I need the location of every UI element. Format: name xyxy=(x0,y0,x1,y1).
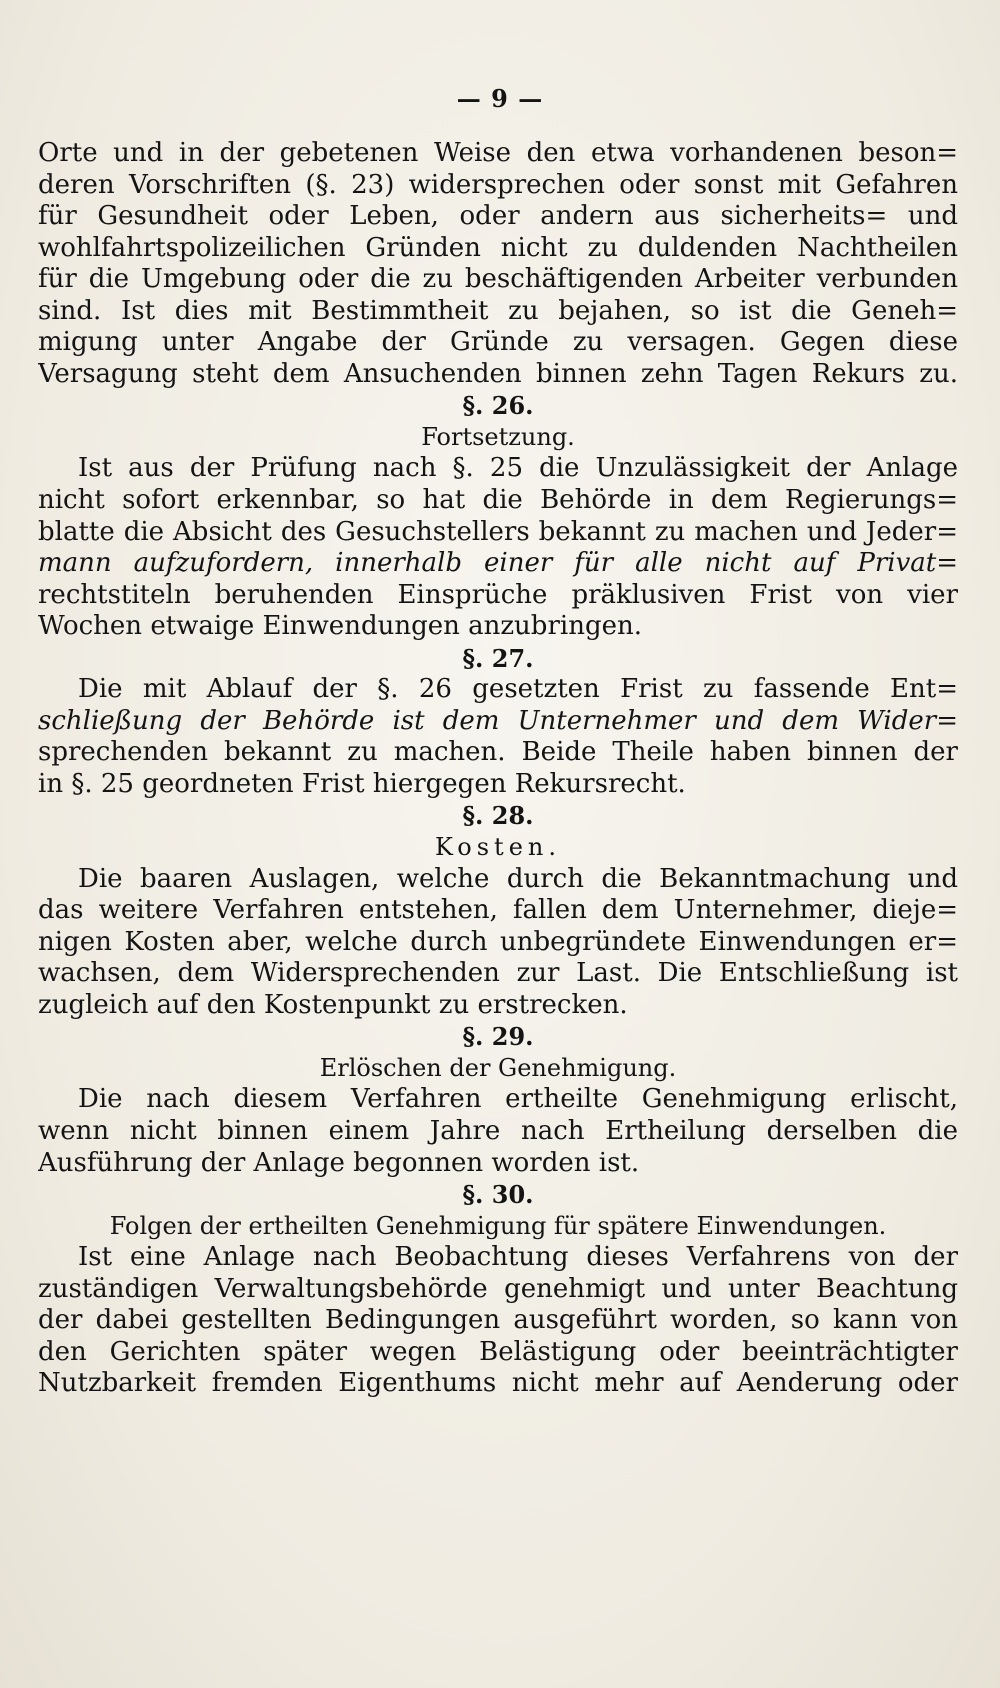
section-heading: Erlöschen der Genehmigung. xyxy=(319,1053,677,1082)
text-line: Ist aus der Prüfung nach §. 25 die Unzulässigkeit der Anlage xyxy=(78,453,958,484)
section-number: §. 28. xyxy=(462,801,534,831)
section-heading: Fortsetzung. xyxy=(421,422,575,451)
section-number: §. 26. xyxy=(462,391,534,421)
section-number: §. 29. xyxy=(462,1022,534,1052)
text-line: nicht sofort erkennbar, so hat die Behörde in dem Regierungs= xyxy=(38,485,958,516)
text-line: das weitere Verfahren entstehen, fallen dem Unternehmer, dieje= xyxy=(38,895,958,926)
page-number: — 9 — xyxy=(456,84,544,113)
text-line: deren Vorschriften (§. 23) widersprechen oder sonst mit Gefahren xyxy=(38,169,958,200)
text-line: Versagung steht dem Ansuchenden binnen zehn Tagen Rekurs zu. xyxy=(38,358,958,389)
text-line: zuständigen Verwaltungsbehörde genehmigt und unter Beachtung xyxy=(38,1273,958,1304)
text-line: Die baaren Auslagen, welche durch die Bekanntmachung und xyxy=(78,863,958,894)
text-line: mann aufzufordern, innerhalb einer für alle nicht auf Privat= xyxy=(38,548,958,579)
text-line: nigen Kosten aber, welche durch unbegründete Einwendungen er= xyxy=(38,926,958,957)
text-line: sprechenden bekannt zu machen. Beide Theile haben binnen der xyxy=(38,737,958,768)
text-line: der dabei gestellten Bedingungen ausgeführt worden, so kann von xyxy=(38,1305,958,1336)
text-line: Ist eine Anlage nach Beobachtung dieses Verfahrens von der xyxy=(78,1242,958,1273)
text-line: Nutzbarkeit fremden Eigenthums nicht mehr auf Aenderung oder xyxy=(38,1368,958,1399)
text-line: Die nach diesem Verfahren ertheilte Genehmigung erlischt, xyxy=(78,1084,958,1115)
text-line: Die mit Ablauf der §. 26 gesetzten Frist zu fassende Ent= xyxy=(78,674,958,705)
text-line: blatte die Absicht des Gesuchstellers bekannt zu machen und Jeder= xyxy=(38,516,958,547)
text-line: wachsen, dem Widersprechenden zur Last. Die Entschließung ist xyxy=(38,958,958,989)
text-line: schließung der Behörde ist dem Unternehmer und dem Wider= xyxy=(38,705,958,736)
section-heading: Kosten. xyxy=(435,833,561,862)
text-line: wenn nicht binnen einem Jahre nach Ertheilung derselben die xyxy=(38,1115,958,1146)
text-line: für Gesundheit oder Leben, oder andern aus sicherheits= und xyxy=(38,201,958,232)
text-line: Wochen etwaige Einwendungen anzubringen. xyxy=(38,611,642,642)
section-heading: Folgen der ertheilten Genehmigung für spätere Einwendungen. xyxy=(109,1211,887,1240)
body-text xyxy=(38,138,958,1400)
text-line: Ausführung der Anlage begonnen worden ist. xyxy=(38,1147,640,1178)
section-number: §. 30. xyxy=(462,1180,534,1210)
text-line: wohlfahrtspolizeilichen Gründen nicht zu duldenden Nachtheilen xyxy=(38,232,958,263)
text-line: migung unter Angabe der Gründe zu versagen. Gegen diese xyxy=(38,327,958,358)
text-line: zugleich auf den Kostenpunkt zu erstrecken. xyxy=(38,989,628,1020)
section-number: §. 27. xyxy=(462,643,534,673)
text-line: den Gerichten später wegen Belästigung oder beeinträchtigter xyxy=(38,1336,958,1367)
text-line: Orte und in der gebetenen Weise den etwa vorhandenen beson= xyxy=(38,138,958,168)
text-line: für die Umgebung oder die zu beschäftigenden Arbeiter verbunden xyxy=(38,264,958,295)
text-line: rechtstiteln beruhenden Einsprüche präklusiven Frist von vier xyxy=(38,579,958,610)
text-line: sind. Ist dies mit Bestimmtheit zu bejahen, so ist die Geneh= xyxy=(38,295,958,326)
text-line: in §. 25 geordneten Frist hiergegen Rekursrecht. xyxy=(38,768,686,799)
